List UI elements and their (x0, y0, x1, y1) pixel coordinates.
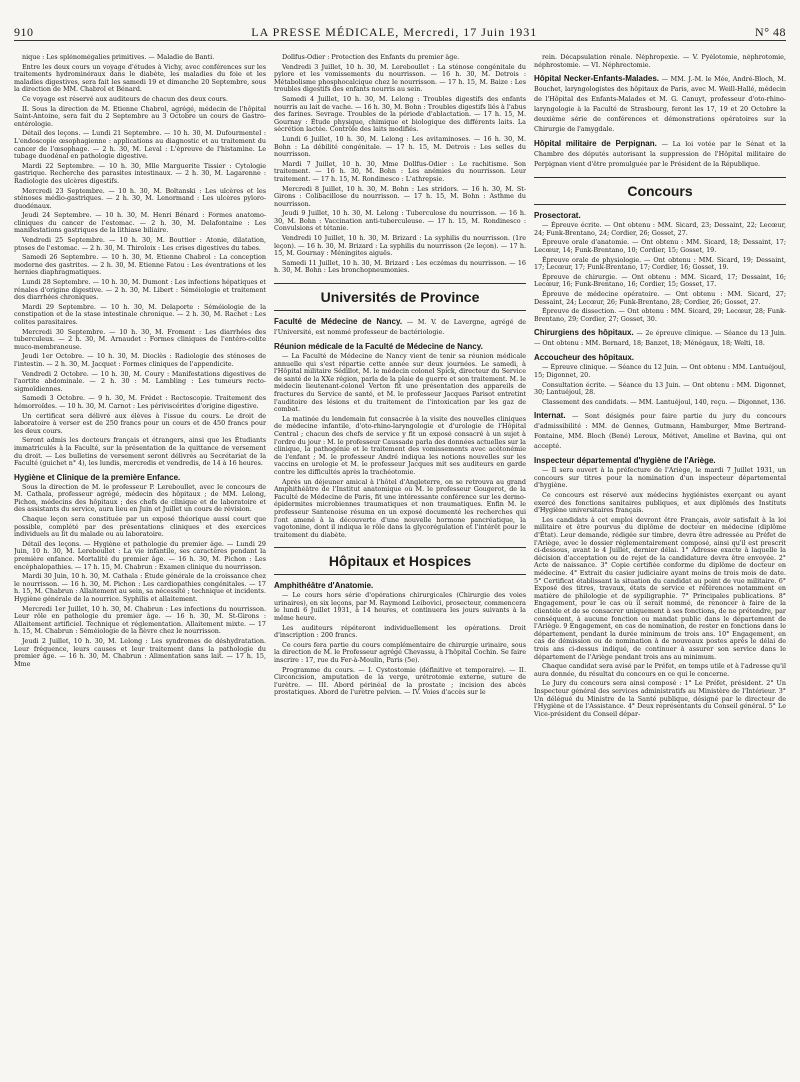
prosectorat-paragraphs (534, 222, 786, 323)
heading-perpignan: Hôpital militaire de Perpignan. — La loi votée par le Sénat et la Chambre des députés autorisant la suppression de l'Hôpital militaire de Perpignan vient d'être promulguée par le Président de la République. (534, 139, 786, 169)
paragraph: Sous la direction de M. le professeur P. Lereboullet, avec le concours de M. Cathala, professeur agrégé, médecin des hôpitaux ; de MM. Lelong, Pichon, médecins des hôpitaux ; des chefs de clinique et de laboratoire et des assistants du service, aura lieu en Juin et Juillet un cours de révision. (14, 482, 266, 514)
heading-inspecteur: Inspecteur départemental d'hygiène de l'Ariège. (534, 456, 716, 466)
paragraph: — Le cours hors série d'opérations chirurgicales (Chirurgie des voies urinaires), en six leçons, par M. Raymond Leibovici, prosecteur, commencera le lundi 6 Juillet 1931, à 14 heures, et continuera les jours suivants à la même heure. (274, 591, 526, 623)
paragraph: Ce concours est réservé aux médecins hygiénistes exerçant ou ayant exercé des fonctions sanitaires publiques, et aux diplômés des Instituts d'Hygiène universitaires français. (534, 491, 786, 515)
paragraph: Jeudi 9 Juillet, 10 h. 30, M. Lelong : Tuberculose du nourrisson. — 16 h. 30, M. Bohn : Vaccination anti-tuberculeuse. — 17 h. 15, M. Rondinesco : Convulsions et tétanie. (274, 209, 526, 233)
paragraph: Dollfus-Odier : Protection des Enfants du premier âge. (282, 54, 460, 61)
paragraph: Épreuve de médecine opératoire. — Ont obtenu : MM. Sicard, 27; Dessaint, 24; Lecœur, 26; Funk-Brentano, 28; Cordier, 26; Gosset, 27. (534, 289, 786, 306)
paragraph: Mardi 7 Juillet, 10 h. 30, Mme Dollfus-Odier : Le rachitisme. Son traitement. — 16 h. 30, M. Bohn : Les anémies du nourrisson. Leur traitement. — 17 h. 15, M. Rondinesco : L'athrepsie. (274, 159, 526, 183)
col1-paragraphs (14, 54, 266, 468)
paragraph: Samedi 4 Juillet, 10 h. 30, M. Lelong : Troubles digestifs des enfants nourris au lait de vache. — 16 h. 30, M. Bohn : Troubles digestifs liés à l'abus des farines. Sevrage. Troubles de la période d'ablactation. — 17 h. 15, M. Gournay : Étude physique, chimique et biologique des différents laits. La sécrétion lactée. Contrôle des laits modifiés. (274, 94, 526, 134)
paragraph: Vendredi 10 Juillet, 10 h. 30, M. Brizard : La syphilis du nourrisson. (1re leçon). — 16 h. 30, M. Brizard : La syphilis du nourrisson (2e leçon). — 17 h. 15, M. Gournay : Méningites aiguës. (274, 234, 526, 258)
amphi-paragraphs (274, 592, 526, 697)
heading-accoucheurs: Accoucheur des hôpitaux. (534, 353, 635, 363)
accoucheurs-paragraphs (534, 364, 786, 406)
paragraph: Un certificat sera délivré aux élèves à l'issue du cours. Le droit de laboratoire à verser est de 250 francs pour un cours et de 450 francs pour les deux cours. (14, 411, 266, 435)
paragraph: Jeudi 24 Septembre. — 10 h. 30, M. Henri Bénard : Formes anatomo-cliniques du cancer de l'estomac. — 2 h. 30, M. Delafontaine : Les manifestations gastriques de la lithiase biliaire. (14, 211, 266, 235)
reunion-paragraphs (274, 353, 526, 539)
inspecteur-paragraphs (534, 467, 786, 718)
paragraph: Mardi 30 Juin, 10 h. 30, M. Cathala : Étude générale de la croissance chez le nourrisson. — 16 h. 30, M. Pichon : Les cardiopathies congénitales. — 17 h. 15, M. Chabrun : Allaitement au sein, sa nécessité ; technique et incidents. Hygiène générale de la nourrice. Syphilis et allaitement. (14, 572, 266, 603)
paragraph: Mercredi 23 Septembre. — 10 h. 30, M. Boltanski : Les ulcères et les sténoses médio-gastriques. — 2 h. 30, M. Lenormand : Les ulcères pyloro-duodénaux. (14, 186, 266, 210)
paragraph: Détail des leçons. — Hygiène et pathologie du premier âge. — Lundi 29 Juin, 10 h. 30, M. Lereboullet : La vie infantile, ses caractères pendant la première enfance. Mortalité du premier âge. — 16 h. 30, M. Pichon : Les encéphalopathies. — 17 h. 15, M. Chabrun : Examen clinique du nourrisson. (14, 539, 266, 571)
col1-paragraphs2 (14, 484, 266, 669)
col2-paragraphs (274, 54, 526, 275)
paragraph: — Il sera ouvert à la préfecture de l'Ariège, le mardi 7 Juillet 1931, un concours sur titres pour la nomination d'un inspecteur départemental d'hygiène. (534, 466, 786, 490)
paragraph: Seront admis les docteurs français et étrangers, ainsi que les Étudiants immatriculés à la Faculté, sur la présentation de la quittance de versement du droit. — Les bulletins de versement seront délivrés au Secrétariat de la Faculté (guichet n° 4), les lundis, mercredis et vendredis, de 14 à 16 heures. (14, 436, 266, 468)
paragraph: Épreuve de chirurgie. — Ont obtenu : MM. Sicard, 17; Dessaint, 16; Lecœur, 16; Funk-Brentano, 16; Cordier, 15; Gosset, 17. (534, 272, 786, 289)
heading-nancy: Faculté de Médecine de Nancy. — M. V. de Lavergne, agrégé de l'Université, est nommé professeur de bactériologie. (274, 317, 526, 337)
paragraph: Classement des candidats. — MM. Lantuéjoul, 140, reçu. — Digonnet, 136. (542, 397, 786, 406)
section-hopitaux: Hôpitaux et Hospices (274, 547, 526, 575)
heading-amphi: Amphithéâtre d'Anatomie. (274, 581, 374, 591)
paragraph: Jeudi 1er Octobre. — 10 h. 30, M. Dioclès : Radiologie des sténoses de l'intestin. — 2 h. 30, M. Jacquet : Formes cliniques de l'appendicite. (14, 352, 266, 368)
paragraph: Ce voyage est réservé aux auditeurs de chacun des deux cours. (22, 94, 228, 103)
paragraph: Samedi 11 Juillet, 10 h. 30, M. Brizard : Les eczémas du nourrisson. — 16 h. 30, M. Bohn : Les bronchopneumonies. (274, 258, 526, 275)
paragraph: Après un déjeuner amical à l'hôtel d'Angleterre, on se retrouva au grand Amphithéâtre de l'Institut anatomique où M. le professeur Gougerot, de la Faculté de Médecine de Paris, fit une intéressante conférence sur les dermo-épidermites microbiennes traumatiques et non traumatiques. Enfin M. le professeur Santenoise résuma en un exposé documenté les recherches qui l'ont amené à la découverte d'une nouvelle hormone pancréatique, la vagotonine, dont il indiqua le rôle dans la glycorégulation et l'intérêt pour le traitement du diabète. (274, 477, 526, 539)
paragraph: Programme du cours. — I. Cystostomie (définitive et temporaire). — II. Circoncision, amputation de la verge, urétrotomie externe, suture de l'urètre. — III. Abord périnéal de la prostate ; incision des abcès prostatiques. Abord de l'urètre pelvien. — IV. Voies d'accès sur le (274, 665, 526, 697)
journal-title: LA PRESSE MÉDICALE, Mercredi, 17 Juin 1931 (251, 25, 538, 39)
paragraph: Épreuve orale de physiologie. — Ont obtenu : MM. Sicard, 19; Dessaint, 17; Lecœur, 17; Funk-Brentano, 17; Cordier, 16; Gosset, 19. (534, 255, 786, 272)
paragraph: Ce cours fera partie du cours complémentaire de chirurgie urinaire, sous la direction de M. le Professeur agrégé Chevassu, à l'hôpital Cochin. Se faire inscrire : 17, rue du Fer-à-Moulin, Paris (5e). (274, 640, 526, 665)
paragraph: Entre les deux cours un voyage d'études à Vichy, avec conférences sur les traitements hydrominéraux dans le diabète, les maladies du foie et les maladies digestives, sera fait les samedi 19 et dimanche 20 Septembre, sous la direction de MM. Chabrol et Bénard. (14, 62, 266, 94)
page-number: 910 (14, 25, 34, 39)
paragraph: Vendredi 2 Octobre. — 10 h. 30, M. Coury : Manifestations digestives de l'aortite abdominale. — 2 h. 30 : M. Lambling : Les tumeurs recto-sigmoïdiennes. (14, 369, 266, 393)
paragraph: Lundi 6 Juillet, 10 h. 30, M. Lelong : Les avitaminoses. — 16 h. 30, M. Bohn : La débilité congénitale. — 17 h. 15, M. Detrois : Les selles du nourrisson. (274, 134, 526, 159)
paragraph: Mercredi 1er Juillet, 10 h. 30, M. Chabrun : Les infections du nourrisson. Leur rôle en pathologie du premier âge. — 16 h. 30, M. St-Girons : Allaitement artificiel. Technique et réglementation. Allaitement mixte. — 17 h. 15, M. Chabrun : Séméiologie de la fièvre chez le nourrisson. (14, 604, 266, 636)
paragraph: — Épreuve clinique. — Séance du 12 Juin. — Ont obtenu : MM. Lantuéjoul, 15; Digonnet, 20. (534, 363, 786, 379)
paragraph: Le Jury du concours sera ainsi composé : 1° Le Préfet, président. 2° Un Inspecteur général des services administratifs au Ministère de l'Intérieur. 3° Un délégué du Ministre de la Santé publique, désigné par le directeur de l'Hygiène et de l'Assistance. 4° Deux représentants du Conseil général. 5° Le Vice-président du Conseil dépar- (534, 679, 786, 718)
issue-number: N° 48 (755, 25, 786, 39)
section-universites: Universités de Province (274, 283, 526, 311)
paragraph: Épreuve de dissection. — Ont obtenu : MM. Sicard, 29; Lecœur, 28; Funk-Brentano, 29; Cordier, 27; Gosset, 30. (534, 307, 786, 323)
paragraph: Mercredi 30 Septembre. — 10 h. 30, M. Froment : Les diarrhées des tuberculeux. — 2 h. 30, M. Arnaudet : Formes cliniques de l'entéro-colite muco-membraneuse. (14, 327, 266, 351)
section-concours: Concours (534, 177, 786, 205)
paragraph: Jeudi 2 Juillet, 10 h. 30, M. Lelong : Les syndromes de déshydratation. Leur fréquence, leurs causes et leur traitement dans la pathologie du premier âge. — 16 h. 30, M. Chabrun : Alimentation sans lait. — 17 h. 15, Mme (14, 636, 266, 668)
paragraph: Mercredi 8 Juillet, 10 h. 30, M. Bohn : Les stridors. — 16 h. 30, M. St-Girons : Colibacillose du nourrisson. — 17 h. 15, M. Bohn : Asthme du nourrisson. (274, 184, 526, 208)
paragraph: Vendredi 25 Septembre. — 10 h. 30, M. Bouttier : Atonie, dilatation, ptoses de l'estomac. — 2 h. 30, M. Thiroloix : Les crises digestives du tabes. (14, 236, 266, 252)
heading-necker: Hôpital Necker-Enfants-Malades. — MM. J.-M. le Mée, André-Bloch, M. Bouchet, laryngologistes des hôpitaux de Paris, avec M. Weill-Hallé, médecin de l'Hôpital des Enfants-Malades et M. G. Canuyt, professeur d'oto-rhino-laryngologie à la Faculté de Strasbourg, feront les 17, 19 et 20 Octobre la deuxième série de conférences et démonstrations opératoires sur la Chirurgie de l'amygdale. (534, 74, 786, 134)
heading-chirurgiens: Chirurgiens des hôpitaux. — 2e épreuve clinique. — Séance du 13 Juin. — Ont obtenu : MM. Bernard, 18; Banzet, 18; Ménégaux, 18; Welti, 18. (534, 328, 786, 348)
heading-internat: Internat. — Sont désignés pour faire partie du jury du concours d'admissibilité : MM. de Gennes, Gutmann, Hamburger, Mme Bertrand-Fontaine, MM. Bloch (Bené) Leroux, Métivet, Ameline et Bavina, qui ont accepté. (534, 411, 786, 451)
paragraph: Consultation écrite. — Séance du 13 Juin. — Ont obtenu : MM. Digonnet, 30; Lantuéjoul, 28. (534, 380, 786, 397)
column-3 (534, 54, 786, 1072)
paragraph: — Épreuve écrite. — Ont obtenu : MM. Sicard, 23; Dessaint, 22; Lecœur, 24; Funk-Brentano, 24; Cordier, 26; Gosset, 27. (534, 221, 786, 237)
paragraph: Détail des leçons. — Lundi 21 Septembre. — 10 h. 30, M. Dufourmentel : L'endoscopie œsophagienne : applications au diagnostic et au traitement du cancer de l'œsophage. — 2 h. 30, M. Leval : L'épreuve de l'histamine. Le tubage duodénal en pathologie digestive. (14, 129, 266, 161)
paragraph: II. Sous la direction de M. Etienne Chabrol, agrégé, médecin de l'hôpital Saint-Antoine, sera fait du 2 Septembre au 3 Octobre un cours de Gastro-entérologie. (14, 104, 266, 128)
paragraph: Lundi 28 Septembre. — 10 h. 30, M. Dumont : Les infections hépatiques et rénales d'origine digestive. — 2 h. 30, M. Libert : Séméiologie et traitement des diarrhées chroniques. (14, 278, 266, 302)
page-header (14, 26, 786, 41)
paragraph: nique : Les splénomégalies primitives. — Maladie de Banti. (22, 54, 215, 61)
column-1 (14, 54, 266, 1072)
columns (14, 54, 786, 1072)
paragraph: Samedi 3 Octobre. — 9 h. 30, M. Frédet : Rectoscopie. Traitement des hémorroïdes. — 10 h. 30, M. Carnot : Les périviscérites d'origine digestive. (14, 394, 266, 410)
paragraph: Mardi 29 Septembre. — 10 h. 30, M. Delaporte : Séméiologie de la constipation et de la stase intestinale chronique. — 2 h. 30, M. Rachet : Les colites parasitaires. (14, 302, 266, 326)
heading-prosectorat: Prosectorat. (534, 211, 581, 221)
paragraph: Les candidats à cet emploi devront être Français, avoir satisfait à la loi militaire et être pourvus du diplôme de docteur en médecine (diplôme d'État). Leur demande, rédigée sur timbre, devra être adressée au Préfet de l'Ariège, avec le dossier réglementairement composé, ainsi qu'il est prescrit ci-dessous, avant le 4 Juillet, dernier délai. 1° Adresse exacte à laquelle la décision d'acceptation ou de rejet de la candidature devra être envoyée. 2° Acte de naissance. 3° Copie certifiée conforme du diplôme de docteur en médecine. 4° Extrait du casier judiciaire ayant moins de trois mois de date. 5° Certificat établissant la situation du candidat au point de vue militaire. 6° Exposé des titres, travaux, états de service et références notamment en matière de philologie et de sypiligraphie. 7° Principales publications. 8° Engagement, pour le cas où il serait nommé, de renoncer à faire de la clientèle et de se consacrer uniquement à ses fonctions, de ne prétendre, par conséquent, à aucune fonction ou mandat public dans le département de l'Ariège. 9 Engagement, en cas de nomination, de rester en fonctions dans le département, pendant la durée minimum de trois ans. 10° Engagement, en cas de démission ou de nomination à de nouveaux postes après le délai de trois ans ci-dessus indiqué, de continuer à assurer son service dans le département de l'Ariège pendant trois ans au minimum. (534, 515, 786, 661)
paragraph: Chaque leçon sera constituée par un exposé théorique aussi court que possible, complété par des présentations cliniques et des exercices individuels au lit du malade ou au laboratoire. (14, 515, 266, 539)
paragraph: Épreuve orale d'anatomie. — Ont obtenu : MM. Sicard, 18; Dessaint, 17; Lecœur, 14; Funk-Brentano, 10; Cordier, 15; Gosset, 19. (534, 238, 786, 254)
paragraph: Les auditeurs répéteront individuellement les opérations. Droit d'inscription : 200 francs. (274, 623, 526, 640)
column-2 (274, 54, 526, 1072)
paragraph: rein. Décapsulation rénale. Néphropexie. — V. Pyélotomie, néphrotomie, néphrostomie. — VI. Néphrectomie. (534, 54, 786, 69)
paragraph: Vendredi 3 Juillet, 10 h. 30, M. Lereboullet : La sténose congénitale du pylore et les vomissements du nourrisson. — 16 h. 30, M. Detrois : Métabolisme phosphocalcique chez le nourrisson. — 17 h. 15, M. Baize : Les troubles digestifs des enfants nourris au sein. (274, 62, 526, 94)
heading-hygiene-enfance: Hygiène et Clinique de la première Enfance. (14, 472, 181, 482)
col3-paragraphs (534, 54, 786, 69)
paragraph: Chaque candidat sera avisé par le Préfet, en temps utile et à l'adresse qu'il aura donnée, du résultat du concours en ce qui le concerne. (534, 662, 786, 678)
paragraph: Samedi 26 Septembre. — 10 h. 30, M. Etienne Chabrol : La conception moderne des gastrites. — 2 h. 30, M. Etienne Fatou : Les éventrations et les hernies diaphragmatiques. (14, 253, 266, 277)
paragraph: Mardi 22 Septembre. — 10 h. 30, Mlle Marguerite Tissier : Cytologie gastrique. Recherche des parasites intestinaux. — 2 h. 30, M. Lagarenne : Radiologie des ulcères digestifs. (14, 161, 266, 185)
paragraph: La matinée du lendemain fut consacrée à la visite des nouvelles cliniques de médecine infantile, d'oto-rhino-laryngologie et d'urologie de l'Hôpital Central ; chacun des chefs de service y fit un exposé consacré à un sujet à l'ordre du jour : M. le professeur Caussade parla des données actuelles sur la clinique, la pathogénie et le traitement des vomissements avec acétonémie de l'enfant ; M. le professeur André indiqua les notions nouvelles sur les vaccins en urologie et M. le professeur Jacques mit ses auditeurs en garde contre les difficultés après la trachéotomie. (274, 414, 526, 476)
heading-reunion: Réunion médicale de la Faculté de Médecine de Nancy. (274, 342, 483, 352)
paragraph: — La Faculté de Médecine de Nancy vient de tenir sa réunion médicale annuelle qui s'est répartie cette année sur deux journées. Le samedi, à l'Hôpital militaire Sédillot, M. le médecin colonel Spick, directeur du Service de santé de la XXe région, parla de la plaie de guerre et son traitement. M. le médecin lieutenant-colonel Verton fit une présentation des appareils de fractures du Service de santé, et M. le professeur Jacques Parisot entretint l'auditoire des lésions et du traitement de l'intoxication par les gaz de combat. (274, 352, 526, 414)
